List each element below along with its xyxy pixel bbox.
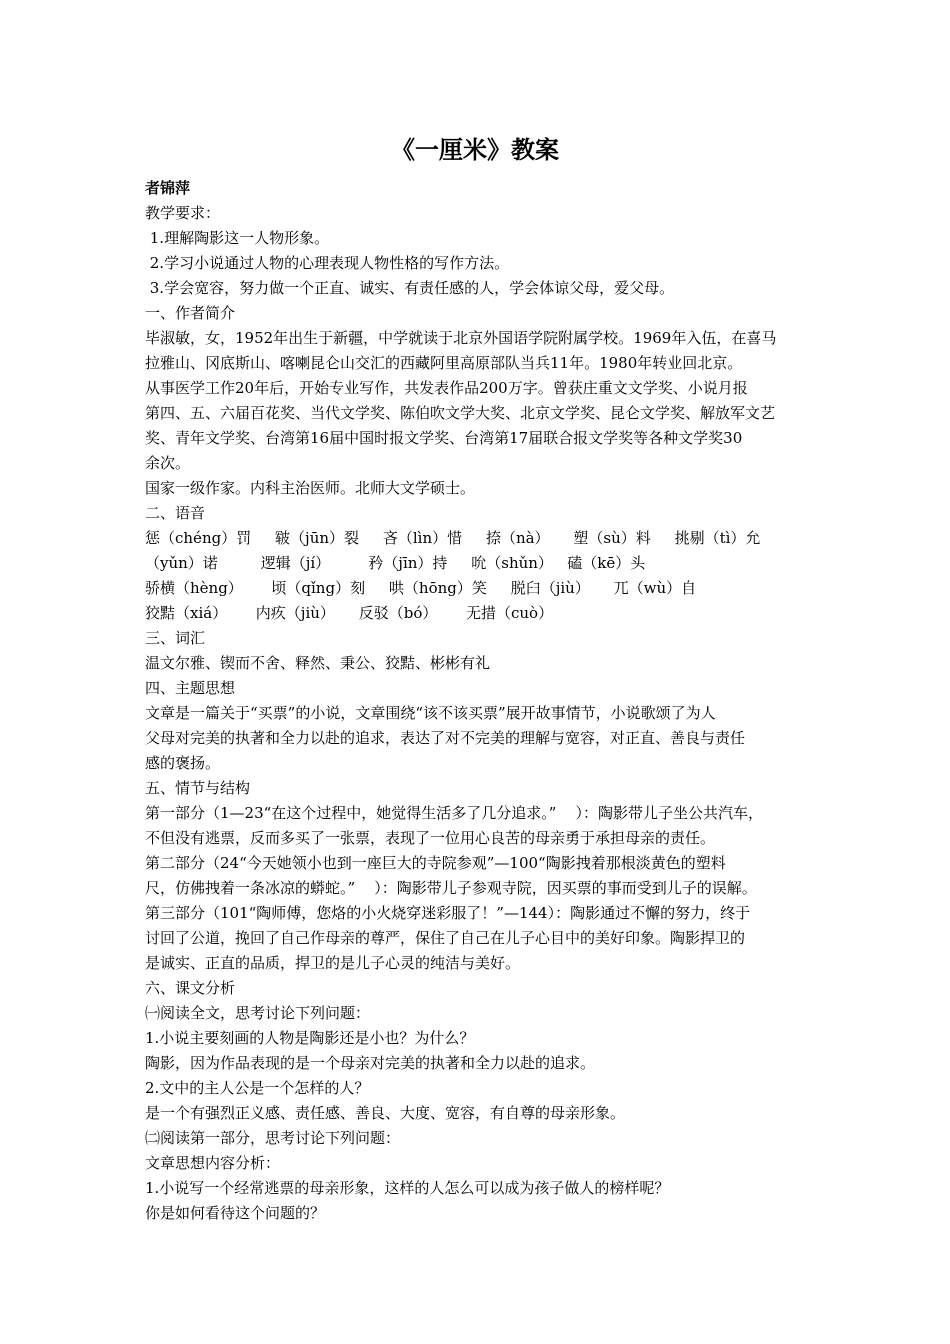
text-line: 文章思想内容分析：: [145, 1154, 281, 1172]
document-body: [145, 176, 815, 1226]
text-line: 四、主题思想: [145, 679, 236, 697]
text-line: 父母对完美的执著和全力以赴的追求，表达了对不完美的理解与宽容，对正直、善良与责任: [145, 729, 746, 747]
text-line: 奖、青年文学奖、台湾第16届中国时报文学奖、台湾第17届联合报文学奖等各种文学奖30: [145, 429, 743, 447]
text-line: 2.文中的主人公是一个怎样的人？: [145, 1079, 370, 1097]
document-title: 《一厘米》教案: [391, 136, 559, 164]
text-line: 一、作者简介: [145, 304, 236, 322]
text-line: 骄横（hèng） 顷（qǐng）刻 哄（hōng）笑 脱臼（jiù） 兀（wù）自: [145, 579, 697, 597]
text-line: 尺，仿佛拽着一条冰凉的蟒蛇。” ）：陶影带儿子参观寺院，因买票的事而受到儿子的误解。: [145, 879, 757, 897]
text-line: 三、词汇: [145, 629, 206, 647]
text-line: 国家一级作家。内科主治医师。北师大文学硕士。: [145, 479, 476, 497]
text-line: 第三部分（101“陶师傅，您烙的小火烧穿迷彩服了！”—144）：陶影通过不懈的努力，终于: [145, 904, 751, 922]
text-line: 陶影，因为作品表现的是一个母亲对完美的执著和全力以赴的追求。: [145, 1054, 596, 1072]
text-line: 六、课文分析: [145, 979, 236, 997]
text-line: 文章是一篇关于“买票”的小说，文章围绕“该不该买票”展开故事情节，小说歌颂了为人: [145, 704, 716, 722]
text-line: 2.学习小说通过人物的心理表现人物性格的写作方法。: [145, 254, 510, 272]
author-name: 者锦萍: [145, 179, 191, 197]
text-line: 余次。: [145, 454, 191, 472]
text-line: 1.小说写一个经常逃票的母亲形象，这样的人怎么可以成为孩子做人的榜样呢？: [145, 1179, 670, 1197]
text-line: 从事医学工作20年后，开始专业写作，共发表作品200万字。曾获庄重文文学奖、小说月报: [145, 379, 748, 397]
text-line: 温文尔雅、锲而不舍、释然、秉公、狡黠、彬彬有礼: [145, 654, 491, 672]
text-line: （yǔn）诺 逻辑（jí） 矜（jīn）持 吮（shǔn） 磕（kē）头: [145, 554, 646, 572]
text-line: 狡黠（xiá） 内疚（jiù） 反驳（bó） 无措（cuò）: [145, 604, 554, 622]
text-line: 你是如何看待这个问题的？: [145, 1204, 326, 1222]
text-line: 感的褒扬。: [145, 754, 221, 772]
text-line: 3.学会宽容，努力做一个正直、诚实、有责任感的人，学会体谅父母，爱父母。: [145, 279, 675, 297]
text-line: ㈡阅读第一部分，思考讨论下列问题：: [145, 1129, 401, 1147]
text-line: 1.理解陶影这一人物形象。: [145, 229, 330, 247]
text-line: 第一部分（1—23“在这个过程中，她觉得生活多了几分追求。” ）：陶影带儿子坐公共汽车，: [145, 804, 764, 822]
text-line: 讨回了公道，挽回了自己作母亲的尊严，保住了自己在儿子心目中的美好印象。陶影捍卫的: [145, 929, 746, 947]
text-line: 拉雅山、冈底斯山、喀喇昆仑山交汇的西藏阿里高原部队当兵11年。1980年转业回北京。: [145, 354, 743, 372]
text-line: 第四、五、六届百花奖、当代文学奖、陈伯吹文学大奖、北京文学奖、昆仑文学奖、解放军文艺: [145, 404, 776, 422]
text-line: 是诚实、正直的品质，捍卫的是儿子心灵的纯洁与美好。: [145, 954, 521, 972]
text-line: 惩（chéng）罚 皲（jūn）裂 吝（lìn）惜 捺（nà） 塑（sù）料 挑剔（tì）允: [145, 529, 761, 547]
text-line: 是一个有强烈正义感、责任感、善良、大度、宽容，有自尊的母亲形象。: [145, 1104, 626, 1122]
text-line: 二、语音: [145, 504, 206, 522]
text-line: 毕淑敏，女，1952年出生于新疆，中学就读于北京外国语学院附属学校。1969年入伍，在喜马: [145, 329, 777, 347]
text-line: 第二部分（24“今天她领小也到一座巨大的寺院参观”—100“陶影拽着那根淡黄色的塑料: [145, 854, 726, 872]
text-line: 不但没有逃票，反而多买了一张票，表现了一位用心良苦的母亲勇于承担母亲的责任。: [145, 829, 716, 847]
text-line: 五、情节与结构: [145, 779, 251, 797]
text-line: 教学要求：: [145, 204, 221, 222]
text-line: 1.小说主要刻画的人物是陶影还是小也？为什么？: [145, 1029, 475, 1047]
text-line: ㈠阅读全文，思考讨论下列问题：: [145, 1004, 371, 1022]
